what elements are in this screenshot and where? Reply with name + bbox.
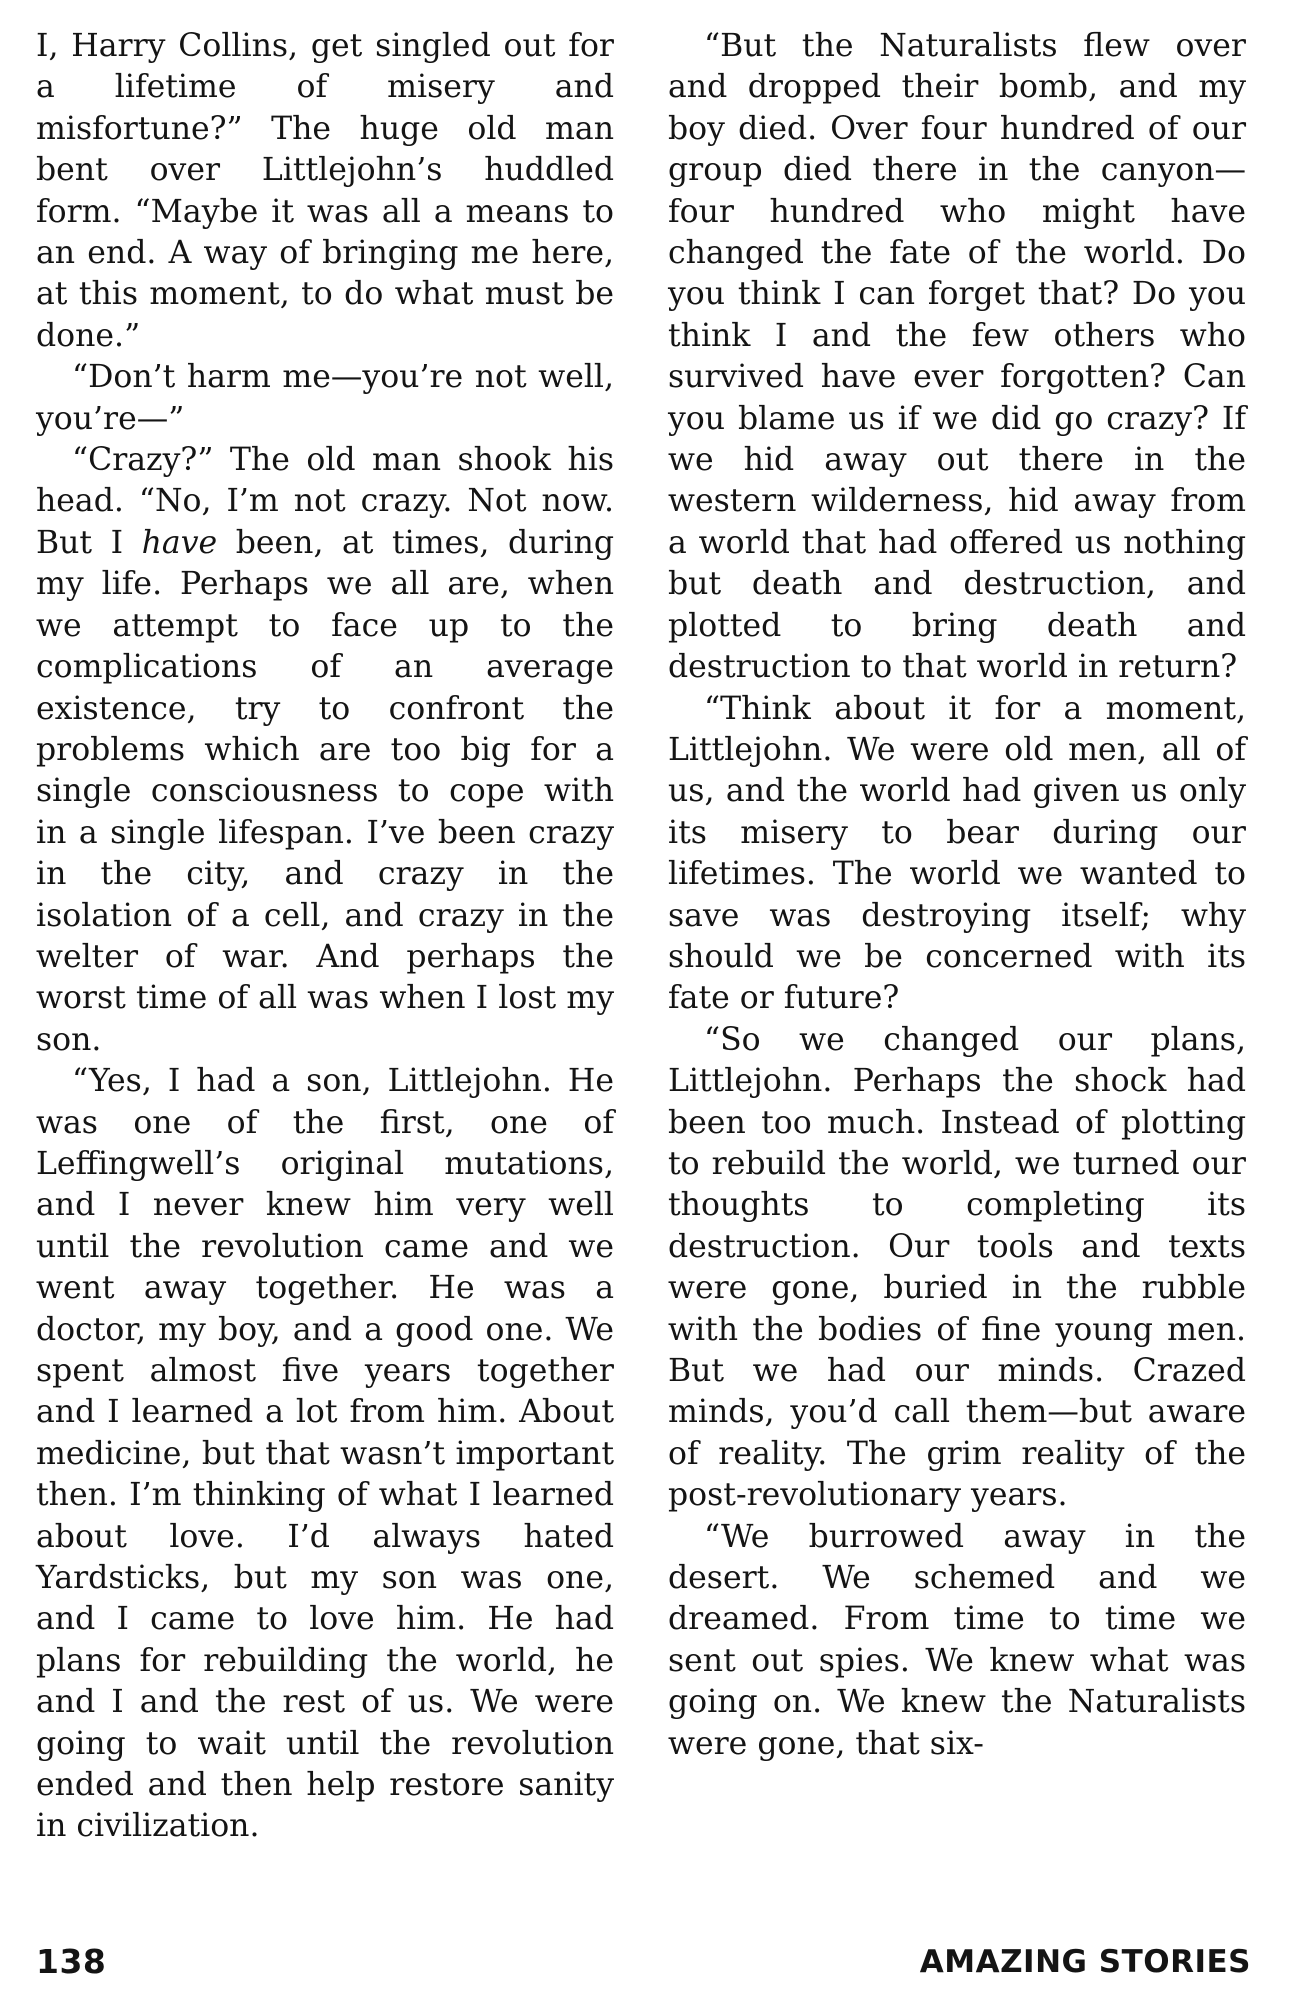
right-text-column: [668, 26, 1246, 1765]
paragraph: “Yes, I had a son, Littlejohn. He was one of the first, one of Leffingwell’s original mutations, and I never knew him very well until the revolution came and we went away together. He was a doctor, my boy, and a good one. We spent almost five years together and I learned a lot from him. About medicine, but that wasn’t important then. I’m thinking of what I learned about love. I’d always hated Yardsticks, but my son was one, and I came to love him. He had plans for rebuilding the world, he and I and the rest of us. We were going to wait until the revolution ended and then help restore sanity in civilization.: [36, 1063, 614, 1845]
left-text-column: [36, 26, 614, 1848]
emphasis: have: [141, 524, 218, 561]
paragraph: “So we changed our plans, Littlejohn. Perhaps the shock had been too much. Instead of plotting to rebuild the world, we turned our thoughts to completing its destruction. Our tools and texts were gone, buried in the rubble with the bodies of fine young men. But we had our minds. Crazed minds, you’d call them—but aware of reality. The grim reality of the post-revolutionary years.: [668, 1021, 1246, 1514]
paragraph: “Crazy?” The old man shook his head. “No, I’m not crazy. Not now. But I have been, at times, during my life. Perhaps we all are, when we attempt to face up to the complications of an average existence, try to confront the problems which are too big for a single consciousness to cope with in a single lifespan. I’ve been crazy in the city, and crazy in the isolation of a cell, and crazy in the welter of war. And perhaps the worst time of all was when I lost my son.: [36, 442, 614, 1058]
paragraph: “Don’t harm me—you’re not well, you’re—”: [36, 359, 614, 437]
paragraph: “We burrowed away in the desert. We schemed and we dreamed. From time to time we sent out spies. We knew what was going on. We knew the Naturalists were gone, that six-: [668, 1518, 1246, 1762]
paragraph: “Think about it for a moment, Littlejohn. We were old men, all of us, and the world had given us only its misery to bear during our lifetimes. The world we wanted to save was destroying itself; why should we be concerned with its fate or future?: [668, 690, 1246, 1017]
page-number: 138: [36, 1942, 107, 1981]
magazine-title: AMAZING STORIES: [919, 1944, 1251, 1980]
paragraph: I, Harry Collins, get singled out for a lifetime of misery and misfortune?” The huge old man bent over Littlejohn’s huddled form. “Maybe it was all a means to an end. A way of bringing me here, at this moment, to do what must be done.”: [36, 28, 614, 354]
paragraph: “But the Naturalists flew over and dropped their bomb, and my boy died. Over four hundred of our group died there in the canyon—four hundred who might have changed the fate of the world. Do you think I can forget that? Do you think I and the few others who survived have ever forgotten? Can you blame us if we did go crazy? If we hid away out there in the western wilderness, hid away from a world that had offered us nothing but death and destruction, and plotted to bring death and destruction to that world in return?: [668, 28, 1246, 686]
